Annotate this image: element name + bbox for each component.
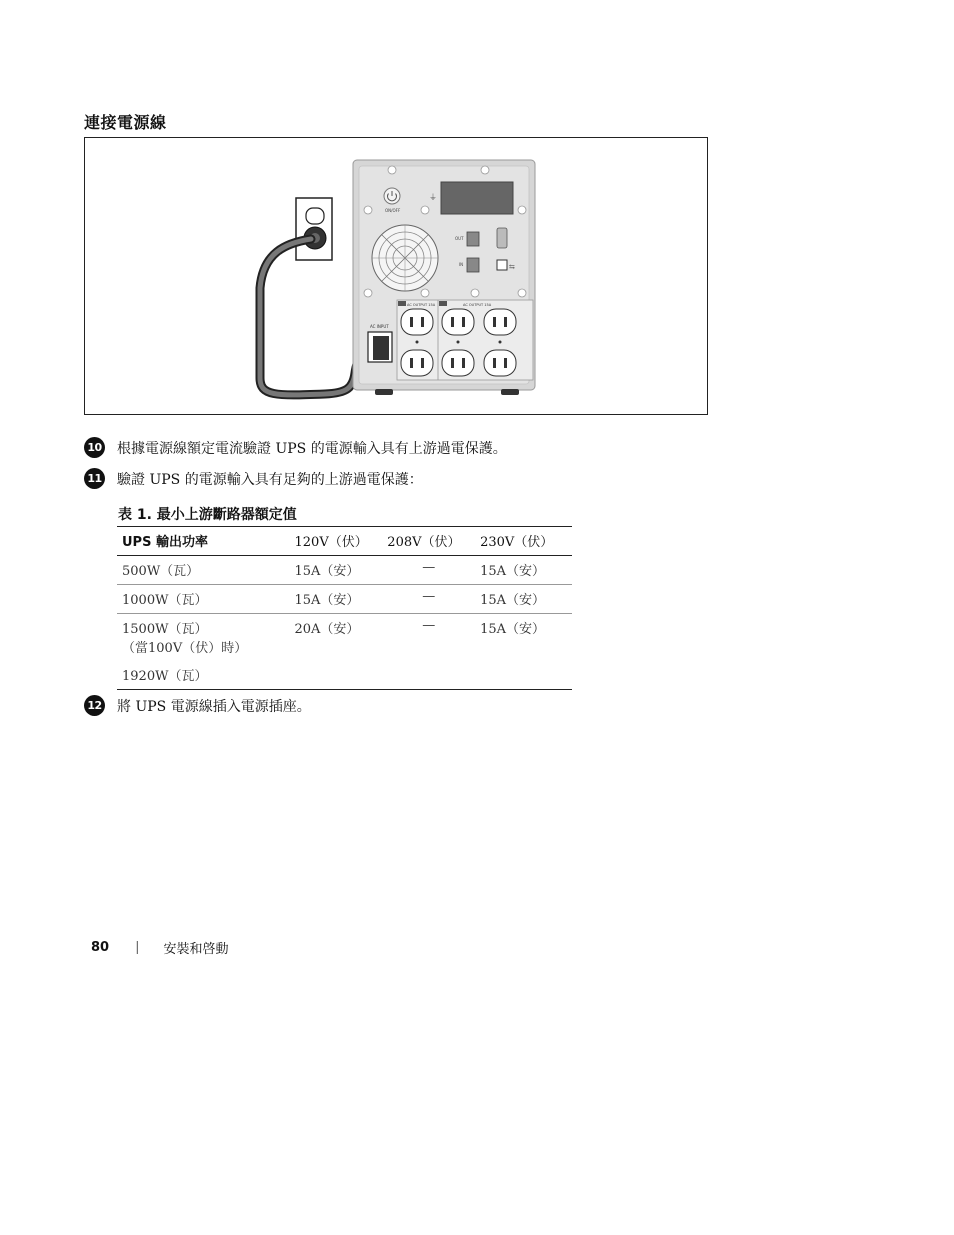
- table-cell: [117, 614, 290, 662]
- table-row: [117, 556, 572, 585]
- table-cell: [382, 661, 475, 690]
- wall-outlet-icon: [296, 198, 332, 260]
- step-text: 將 UPS 電源線插入電源插座。: [117, 698, 311, 715]
- serial-port: [497, 228, 507, 248]
- page-footer: [91, 938, 229, 957]
- cell-note: （當100V（伏）時）: [122, 641, 248, 656]
- header-120v: 120V（伏）: [290, 527, 383, 556]
- svg-text:AC INPUT: AC INPUT: [370, 324, 389, 329]
- table-row: [117, 585, 572, 614]
- network-out-port: [467, 232, 479, 246]
- table-cell: 20A（安）: [294, 622, 360, 637]
- breaker-rating-table: [117, 526, 572, 690]
- display-panel: [441, 182, 513, 214]
- table-cell: 500W（瓦）: [117, 556, 290, 585]
- step-text: 根據電源線額定電流驗證 UPS 的電源輸入具有上游過電保護。: [117, 440, 507, 457]
- step-12: [84, 695, 311, 716]
- svg-text:AC OUTPUT 15A: AC OUTPUT 15A: [463, 303, 492, 307]
- usb-port: [497, 260, 507, 270]
- table-cell: —: [382, 556, 475, 585]
- table-row: [117, 614, 572, 662]
- table-cell: 15A（安）: [290, 556, 383, 585]
- ups-rear-panel: [353, 160, 535, 395]
- step-10: [84, 437, 507, 458]
- svg-text:⇆: ⇆: [509, 263, 515, 271]
- step-number-badge: 12: [84, 695, 105, 716]
- table-cell: 15A（安）: [475, 556, 572, 585]
- chapter-title: 安裝和啓動: [163, 942, 229, 957]
- table-cell: 15A（安）: [480, 622, 546, 637]
- section-title: 連接電源線: [84, 113, 167, 132]
- table-cell: —: [382, 585, 475, 614]
- table-cell: 1000W（瓦）: [117, 585, 290, 614]
- step-number-badge: 11: [84, 468, 105, 489]
- svg-text:ON/OFF: ON/OFF: [385, 208, 401, 213]
- footer-separator: |: [135, 940, 140, 955]
- step-text: 驗證 UPS 的電源輸入具有足夠的上游過電保護：: [117, 471, 423, 488]
- page-number: 80: [91, 940, 110, 955]
- cell-line: 1500W（瓦）: [122, 622, 208, 637]
- header-208v: 208V（伏）: [382, 527, 475, 556]
- table-cell: 1920W（瓦）: [117, 661, 290, 690]
- table-cell: [475, 661, 572, 690]
- step-11: [84, 468, 423, 489]
- svg-text:AC OUTPUT 15A: AC OUTPUT 15A: [407, 303, 436, 307]
- table-cell: [290, 661, 383, 690]
- table-header-row: [117, 527, 572, 556]
- step-number-badge: 10: [84, 437, 105, 458]
- svg-text:OUT: OUT: [455, 236, 464, 241]
- ups-power-cord-figure: [84, 137, 708, 415]
- table-cell: 15A（安）: [290, 585, 383, 614]
- svg-text:⏚: ⏚: [429, 193, 437, 202]
- header-230v: 230V（伏）: [475, 527, 572, 556]
- network-in-port: [467, 258, 479, 272]
- header-ups-output: UPS 輸出功率: [117, 527, 290, 556]
- ups-rear-panel-illustration: [85, 138, 707, 414]
- svg-text:IN: IN: [459, 262, 464, 267]
- fan-icon: [372, 225, 438, 291]
- table-row: [117, 661, 572, 690]
- table-cell: —: [422, 618, 436, 633]
- table-caption: 表 1. 最小上游斷路器額定值: [118, 507, 297, 523]
- table-cell: 15A（安）: [475, 585, 572, 614]
